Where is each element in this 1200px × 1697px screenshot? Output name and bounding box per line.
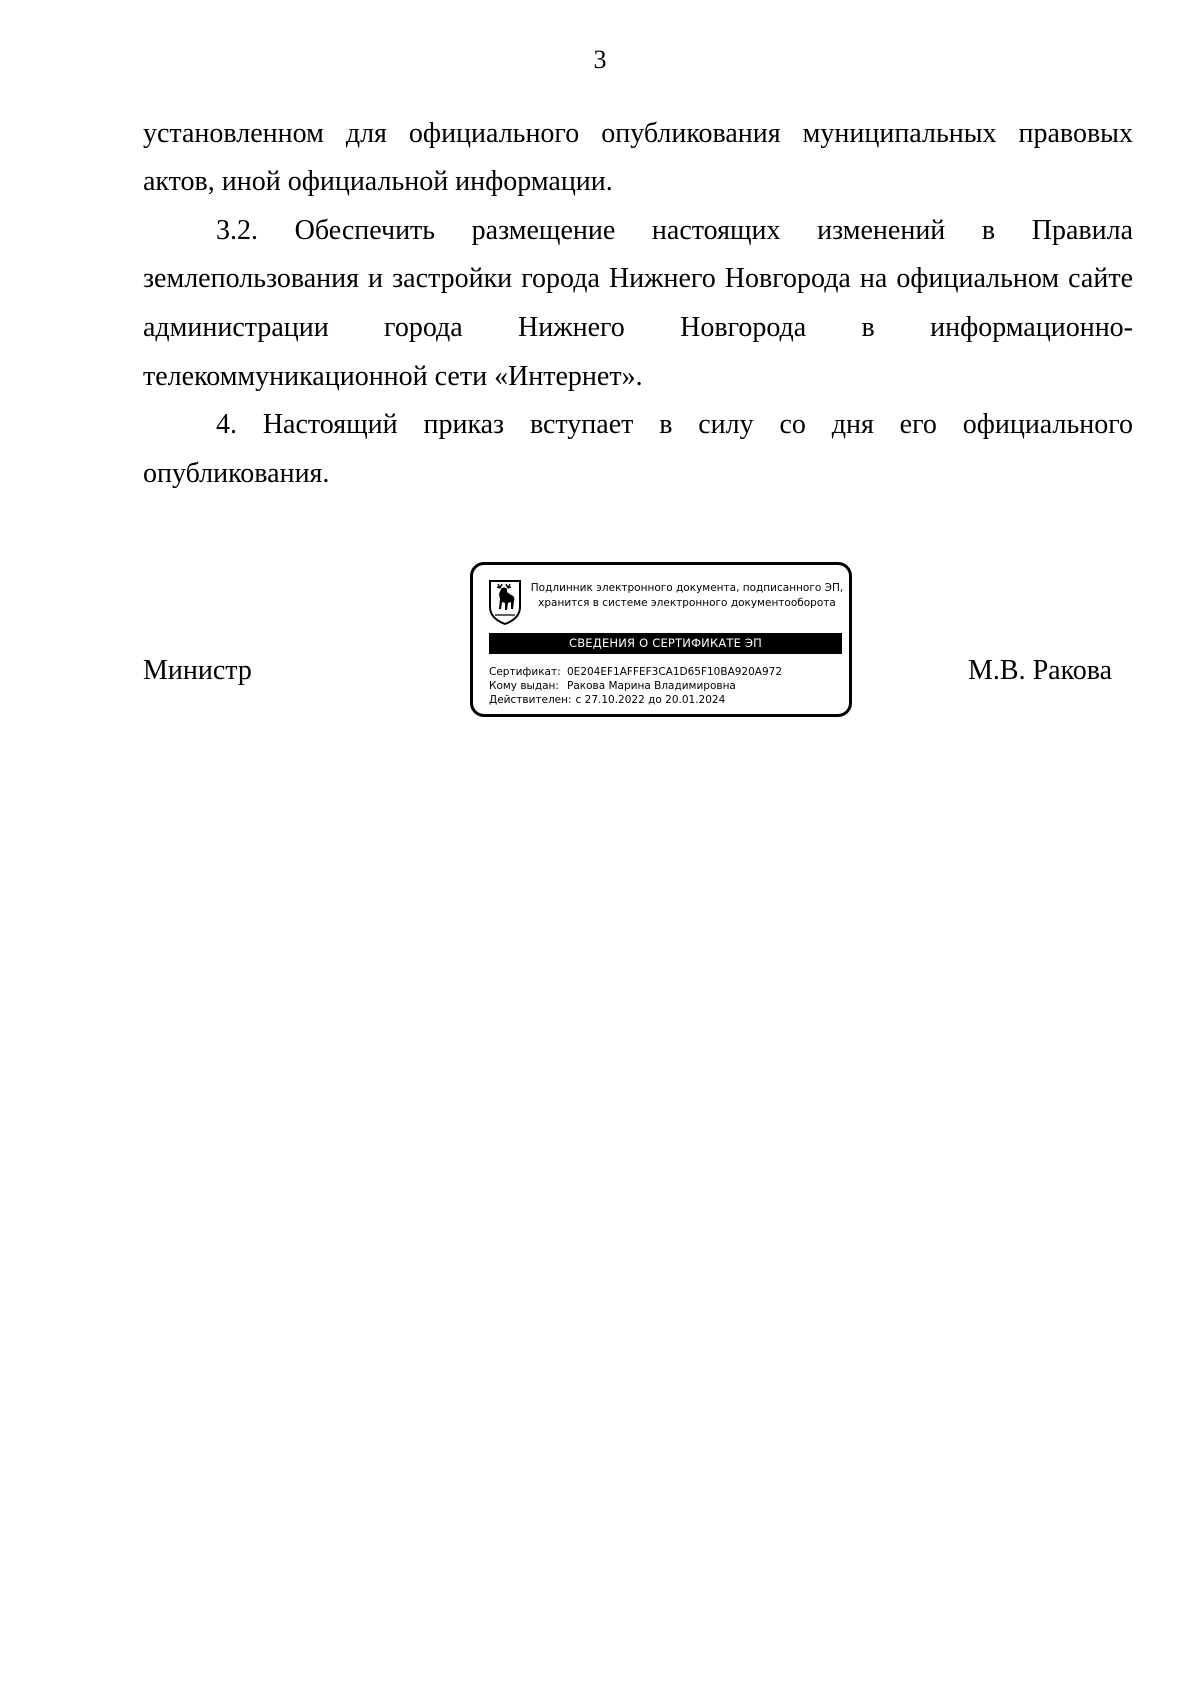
stamp-certificate-band: СВЕДЕНИЯ О СЕРТИФИКАТЕ ЭП	[489, 633, 842, 654]
validity-row	[489, 693, 839, 707]
body-line-4: землепользования и застройки города Нижнего Новгорода на официальном сайте	[143, 263, 1133, 294]
stamp-header-line-1: Подлинник электронного документа, подписанного ЭП,	[530, 582, 844, 594]
issued-to-value: Ракова Марина Владимировна	[567, 680, 736, 692]
stamp-details	[489, 665, 839, 707]
body-line-8: опубликования.	[143, 458, 330, 489]
certificate-label: Сертификат:	[489, 666, 561, 678]
coat-of-arms-icon	[487, 579, 523, 625]
issued-to-label: Кому выдан:	[489, 680, 559, 692]
issued-to-row	[489, 679, 839, 693]
certificate-row	[489, 665, 839, 679]
stamp-header	[529, 581, 845, 611]
stamp-header-line-2: хранится в системе электронного документооборота	[538, 597, 836, 609]
body-line-7: 4. Настоящий приказ вступает в силу со дня его официального	[216, 409, 1133, 440]
body-line-3: 3.2. Обеспечить размещение настоящих изменений в Правила	[216, 215, 1133, 246]
signatory-title: Министр	[143, 655, 252, 686]
body-line-2: актов, иной официальной информации.	[143, 166, 613, 197]
page-number: 3	[593, 45, 607, 74]
validity-value: с 27.10.2022 до 20.01.2024	[575, 694, 726, 706]
body-line-1: установленном для официального опубликования муниципальных правовых	[143, 118, 1133, 149]
body-line-6: телекоммуникационной сети «Интернет».	[143, 361, 643, 392]
body-line-5: администрации города Нижнего Новгорода в информационно-	[143, 312, 1133, 343]
electronic-signature-stamp	[470, 562, 852, 717]
certificate-value: 0E204EF1AFFEF3CA1D65F10BA920A972	[567, 666, 783, 678]
validity-label: Действителен:	[489, 694, 572, 706]
signatory-name: М.В. Ракова	[968, 655, 1113, 686]
